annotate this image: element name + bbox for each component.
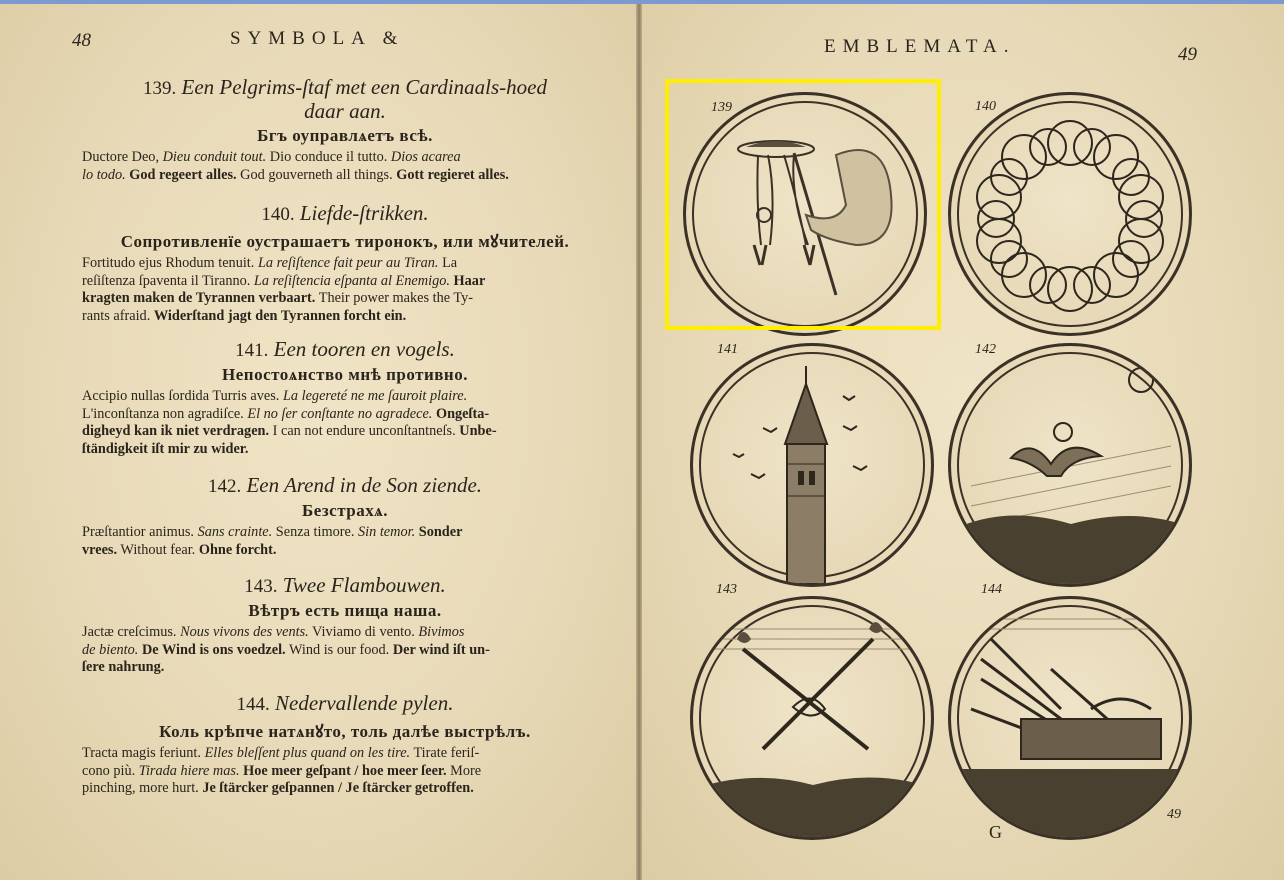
text-segment: Dios acarea xyxy=(390,149,461,165)
entry-translations xyxy=(82,524,608,559)
text-segment: Fortitudo ejus Rhodum tenuit. xyxy=(82,255,258,271)
text-segment: ſtändigkeit iſt mir zu wider. xyxy=(82,440,249,457)
text-segment: Tirada hiere mas. xyxy=(138,762,240,779)
selection-highlight-box[interactable] xyxy=(665,79,941,330)
entry-143 xyxy=(82,574,608,677)
text-segment: I can not endure unconſtantneſs. xyxy=(269,423,460,439)
translation-line xyxy=(82,659,608,677)
entry-title-line1: Een Arend in de Son ziende. xyxy=(246,473,483,497)
text-segment: God regeert alles. xyxy=(129,166,237,183)
text-segment: Gott regieret alles. xyxy=(396,166,509,183)
entry-title-line1: Liefde-ſtrikken. xyxy=(299,201,429,225)
emblem-142-number: 142 xyxy=(975,342,996,357)
entry-title-line1: Een Pelgrims-ſtaf met een Cardinaals-hoed xyxy=(181,75,547,99)
entry-title xyxy=(82,202,608,226)
entry-142 xyxy=(82,474,608,559)
text-segment: Wind is our food. xyxy=(285,641,393,658)
text-segment: Accipio nullas ſordida Turris aves. xyxy=(82,388,283,404)
entry-144 xyxy=(82,692,608,798)
left-running-head: SYMBOLA & xyxy=(230,28,405,49)
translation-line xyxy=(82,542,608,560)
text-segment: Bivimos xyxy=(418,624,465,640)
text-segment: La reſiſtence fait peur au Tiran. xyxy=(257,255,439,271)
text-segment: Tracta magis feriunt. xyxy=(82,745,205,761)
translation-line xyxy=(82,308,608,326)
text-segment: digheyd kan ik niet verdragen. xyxy=(82,423,270,439)
emblem-144-number: 144 xyxy=(981,582,1002,597)
translation-line xyxy=(82,290,608,308)
text-segment: kragten maken de Tyrannen verbaart. xyxy=(82,290,316,306)
text-segment: lo todo. xyxy=(82,166,126,183)
entry-number: 143. xyxy=(244,576,278,597)
entry-title-line1: Een tooren en vogels. xyxy=(273,337,455,361)
text-segment: Der wind iſt un- xyxy=(392,641,490,658)
translation-line xyxy=(82,642,608,660)
text-segment: De Wind is ons voedzel. xyxy=(141,641,286,658)
text-segment: Ohne forcht. xyxy=(198,541,277,558)
entry-translations xyxy=(82,149,608,184)
entry-number: 144. xyxy=(236,694,270,715)
entry-140 xyxy=(82,202,608,325)
emblem-144-arrows[interactable] xyxy=(948,596,1192,840)
text-segment: vrees. xyxy=(82,541,118,558)
translation-line xyxy=(82,167,608,185)
emblem-143-torches[interactable] xyxy=(690,596,934,840)
entry-title xyxy=(82,474,608,498)
translation-line xyxy=(82,745,608,763)
entry-translations xyxy=(82,255,608,325)
text-segment: Jactæ creſcimus. xyxy=(82,624,181,640)
text-segment: Senza timore. xyxy=(272,524,358,540)
text-segment: Their power makes the Ty- xyxy=(315,290,474,306)
emblem-142-eagle[interactable] xyxy=(948,343,1192,587)
emblem-141-number: 141 xyxy=(717,342,738,357)
right-page-number: 49 xyxy=(1178,44,1197,65)
emblem-140-love-knots[interactable] xyxy=(948,92,1192,336)
entry-title-line1: Nedervallende pylen. xyxy=(275,691,454,715)
text-segment: Unbe- xyxy=(459,423,497,439)
entry-number: 140. xyxy=(261,204,295,225)
entry-number: 141. xyxy=(235,340,269,361)
text-segment: Tirate feriſ- xyxy=(410,745,480,761)
translation-line xyxy=(82,441,608,459)
text-segment: de biento. xyxy=(82,641,139,658)
translation-line xyxy=(82,149,608,167)
entry-title xyxy=(82,574,608,598)
text-segment: Haar xyxy=(453,272,486,289)
entry-number: 139. xyxy=(143,78,177,99)
text-segment: Dio conduce il tutto. xyxy=(266,149,391,165)
entry-number: 142. xyxy=(207,476,242,497)
text-segment: Sin temor. xyxy=(357,524,416,540)
entry-139 xyxy=(82,76,608,184)
translation-line xyxy=(82,273,608,291)
text-segment: Elles bleſſent plus quand on les tire. xyxy=(204,745,411,761)
text-segment: More xyxy=(446,762,482,779)
entry-slavonic-motto: Коль крѣпче натѧнꙋто, толь далѣе выстрѣлъ. xyxy=(159,722,531,741)
text-segment: Hoe meer geſpant / hoe meer ſeer. xyxy=(243,762,447,779)
text-segment: Nous vivons des vents. xyxy=(180,624,309,640)
left-page-number: 48 xyxy=(72,30,91,51)
entry-slavonic-motto: Бгъ оуправлѧетъ всѣ. xyxy=(257,126,433,145)
emblem-143-number: 143 xyxy=(716,582,737,597)
text-segment: Præſtantior animus. xyxy=(82,524,198,540)
text-segment: Sonder xyxy=(418,524,463,540)
entry-title xyxy=(82,692,608,716)
text-segment: pinching, more hurt. xyxy=(82,780,203,796)
entry-title xyxy=(82,338,608,362)
emblem-141-tower[interactable] xyxy=(690,343,934,587)
translation-line xyxy=(82,524,608,542)
text-segment: ſere nahrung. xyxy=(82,659,165,675)
entry-translations xyxy=(82,388,608,458)
translation-line xyxy=(82,255,608,273)
emblem-140-number: 140 xyxy=(975,99,996,114)
emblem-139-number: 139 xyxy=(711,100,732,115)
entry-translations xyxy=(82,745,608,798)
entry-title-line1: Twee Flambouwen. xyxy=(282,573,446,597)
translation-line xyxy=(82,406,608,424)
entry-title xyxy=(82,76,608,123)
translation-line xyxy=(82,780,608,798)
entry-slavonic-motto: Непостоѧнство мнѣ противно. xyxy=(222,365,468,384)
text-segment: La xyxy=(438,255,458,271)
text-segment: Sans crainte. xyxy=(197,524,273,540)
entry-slavonic-motto: Вѣтръ есть пища наша. xyxy=(248,601,442,620)
text-segment: La reſiſtencia eſpanta al Enemigo. xyxy=(253,272,450,289)
left-page xyxy=(0,4,636,880)
text-segment: Viviamo di vento. xyxy=(308,624,419,640)
text-segment: Without fear. xyxy=(117,541,199,558)
text-segment: Widerſtand jagt den Tyrannen forcht ein. xyxy=(153,307,407,324)
text-segment: reſiſtenza ſpaventa il Tiranno. xyxy=(82,272,254,289)
text-segment: La legereté ne me ſauroit plaire. xyxy=(282,388,468,404)
text-segment: Dieu conduit tout. xyxy=(162,149,267,165)
right-running-head: EMBLEMATA. xyxy=(824,36,1016,57)
translation-line xyxy=(82,763,608,781)
entry-141 xyxy=(82,338,608,458)
entry-slavonic-motto: Безстрахѧ. xyxy=(302,501,388,520)
text-segment: El no ſer conſtante no agradece. xyxy=(247,405,433,422)
entry-translations xyxy=(82,624,608,677)
translation-line xyxy=(82,423,608,441)
text-segment: Ductore Deo, xyxy=(82,149,163,165)
text-segment: L'inconſtanza non agradiſce. xyxy=(82,405,248,422)
entry-title-line2: daar aan. xyxy=(304,99,386,123)
text-segment: cono più. xyxy=(82,762,139,779)
text-segment: Je ſtärcker geſpannen / Je ſtärcker getroffen. xyxy=(202,780,474,796)
text-segment: rants afraid. xyxy=(82,307,154,324)
translation-line xyxy=(82,624,608,642)
text-segment: Ongeſta- xyxy=(435,405,490,422)
entry-slavonic-motto: Сопротивленїе оустрашаетъ тиронокъ, или мꙋчителей. xyxy=(120,232,570,251)
text-segment: God gouverneth all things. xyxy=(236,166,397,183)
translation-line xyxy=(82,388,608,406)
